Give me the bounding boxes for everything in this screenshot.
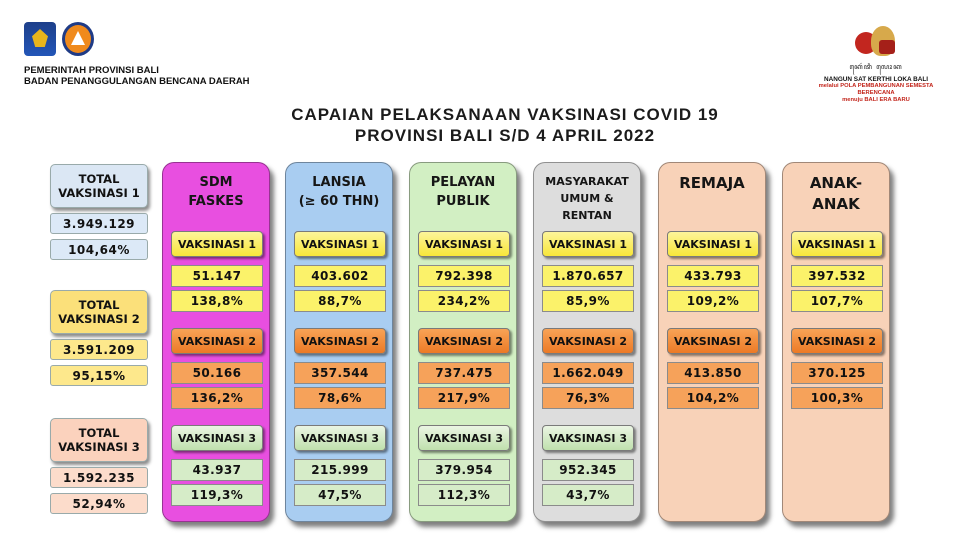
column-heading-line: REMAJA: [679, 174, 745, 192]
dose-count: 403.602: [294, 265, 386, 287]
dose-badge-v1: VAKSINASI 1: [791, 231, 883, 257]
column-heading-line: MASYARAKAT: [545, 175, 629, 188]
column-heading: [286, 173, 392, 211]
category-column: [409, 162, 517, 522]
dose-percent: 109,2%: [667, 290, 759, 312]
dose-badge-v2: VAKSINASI 2: [418, 328, 510, 354]
dose-percent: 138,8%: [171, 290, 263, 312]
column-heading-line: PUBLIK: [436, 194, 490, 209]
organization-name: [24, 65, 250, 87]
dose-count: 51.147: [171, 265, 263, 287]
dose-count: 433.793: [667, 265, 759, 287]
dose-percent: 136,2%: [171, 387, 263, 409]
dose-count: 1.662.049: [542, 362, 634, 384]
dose-badge-v1: VAKSINASI 1: [171, 231, 263, 257]
dose-count: 50.166: [171, 362, 263, 384]
dose-percent: 43,7%: [542, 484, 634, 506]
dose-badge-v2: VAKSINASI 2: [791, 328, 883, 354]
dose-badge-v3: VAKSINASI 3: [171, 425, 263, 451]
column-heading-line: UMUM &: [560, 192, 614, 205]
column-heading-line: SDM: [199, 175, 233, 190]
dose-count: 413.850: [667, 362, 759, 384]
dose-count: 379.954: [418, 459, 510, 481]
column-heading: [534, 173, 640, 224]
dose-badge-v1: VAKSINASI 1: [542, 231, 634, 257]
brand-line-3: menuju BALI ERA BARU: [842, 97, 910, 103]
dose-count: 357.544: [294, 362, 386, 384]
total-vaksinasi-3: [50, 418, 148, 514]
dose-percent: 104,2%: [667, 387, 759, 409]
dose-badge-v3: VAKSINASI 3: [542, 425, 634, 451]
total-percent: 52,94%: [50, 493, 148, 514]
dose-count: 792.398: [418, 265, 510, 287]
dose-count: 952.345: [542, 459, 634, 481]
dose-badge-v2: VAKSINASI 2: [171, 328, 263, 354]
org-line-1: PEMERINTAH PROVINSI BALI: [24, 65, 159, 76]
total-count: 1.592.235: [50, 467, 148, 488]
brand-line-1: NANGUN SAT KERTHI LOKA BALI: [823, 76, 929, 83]
column-heading-line: RENTAN: [562, 209, 612, 222]
page-title: CAPAIAN PELAKSANAAN VAKSINASI COVID 19: [291, 105, 719, 124]
category-column: [782, 162, 890, 522]
dose-badge-v2: VAKSINASI 2: [667, 328, 759, 354]
dose-count: 397.532: [791, 265, 883, 287]
dose-percent: 107,7%: [791, 290, 883, 312]
total-percent: 104,64%: [50, 239, 148, 260]
dose-percent: 47,5%: [294, 484, 386, 506]
column-heading-line: (≥ 60 THN): [298, 194, 380, 209]
dose-count: 370.125: [791, 362, 883, 384]
dose-count: 215.999: [294, 459, 386, 481]
dose-badge-v3: VAKSINASI 3: [418, 425, 510, 451]
dose-badge-v2: VAKSINASI 2: [294, 328, 386, 354]
bali-province-logo-icon: [24, 22, 56, 56]
header-logos: [24, 22, 94, 56]
brand-logo: [812, 24, 940, 104]
dose-percent: 119,3%: [171, 484, 263, 506]
dose-percent: 100,3%: [791, 387, 883, 409]
dose-percent: 217,9%: [418, 387, 510, 409]
total-label: TOTAL VAKSINASI 3: [50, 418, 148, 462]
dose-percent: 112,3%: [418, 484, 510, 506]
column-heading-line: LANSIA: [312, 175, 366, 190]
category-column: [285, 162, 393, 522]
dose-count: 43.937: [171, 459, 263, 481]
dose-percent: 78,6%: [294, 387, 386, 409]
org-line-2: BADAN PENANGGULANGAN BENCANA DAERAH: [24, 76, 250, 87]
bpbd-logo-icon: [62, 22, 94, 56]
dose-badge-v1: VAKSINASI 1: [294, 231, 386, 257]
dose-percent: 85,9%: [542, 290, 634, 312]
dose-percent: 234,2%: [418, 290, 510, 312]
dose-badge-v2: VAKSINASI 2: [542, 328, 634, 354]
total-label: TOTAL VAKSINASI 2: [50, 290, 148, 334]
governor-figure-icon: [853, 24, 899, 62]
category-column: [162, 162, 270, 522]
total-count: 3.949.129: [50, 213, 148, 234]
dose-badge-v1: VAKSINASI 1: [418, 231, 510, 257]
dose-count: 737.475: [418, 362, 510, 384]
total-label: TOTAL VAKSINASI 1: [50, 164, 148, 208]
page-subtitle: PROVINSI BALI S/D 4 APRIL 2022: [354, 126, 656, 145]
total-percent: 95,15%: [50, 365, 148, 386]
total-vaksinasi-1: [50, 164, 148, 260]
dose-badge-v1: VAKSINASI 1: [667, 231, 759, 257]
total-vaksinasi-2: [50, 290, 148, 386]
column-heading-line: FASKES: [188, 194, 244, 209]
dose-count: 1.870.657: [542, 265, 634, 287]
column-heading: [783, 173, 889, 215]
column-heading: [410, 173, 516, 211]
total-count: 3.591.209: [50, 339, 148, 360]
column-heading-line: ANAK-: [809, 174, 863, 192]
dose-percent: 88,7%: [294, 290, 386, 312]
category-column: [533, 162, 641, 522]
category-column: [658, 162, 766, 522]
brand-script: ꦏꦺꦂꦠꦶ ꦭꦺꦴꦏ: [849, 63, 903, 71]
column-heading-line: PELAYAN: [430, 175, 496, 190]
column-heading: [659, 173, 765, 194]
column-heading: [163, 173, 269, 211]
brand-line-2: melalui POLA PEMBANGUNAN SEMESTA BERENCANA: [818, 83, 934, 96]
column-heading-line: ANAK: [812, 195, 860, 213]
dose-percent: 76,3%: [542, 387, 634, 409]
dose-badge-v3: VAKSINASI 3: [294, 425, 386, 451]
